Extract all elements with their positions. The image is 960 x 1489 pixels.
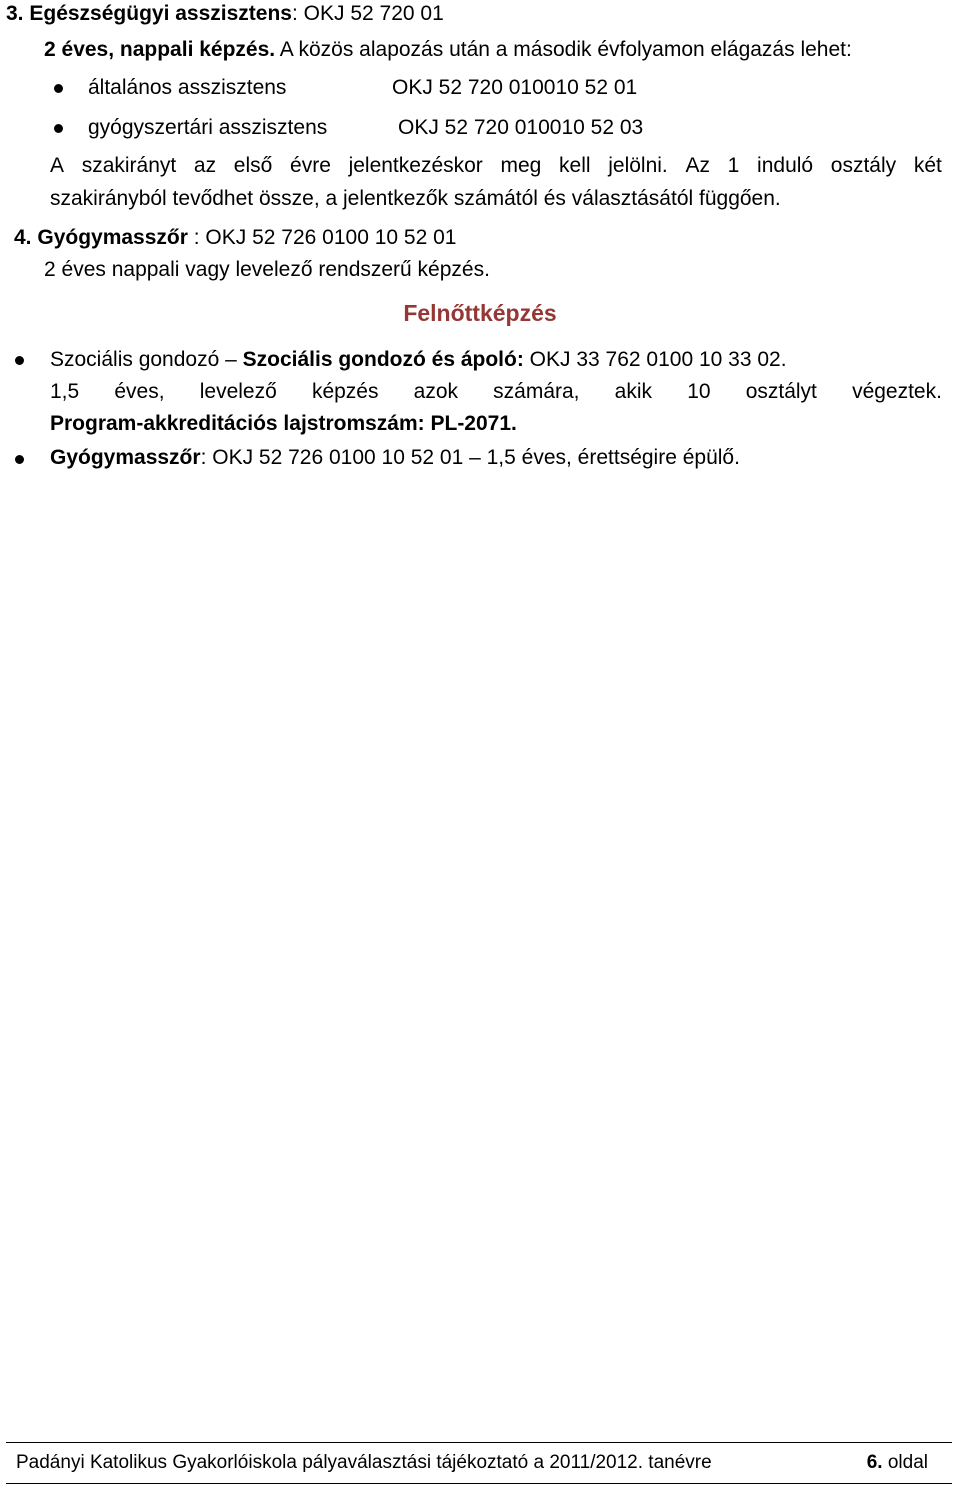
word: induló <box>757 154 814 177</box>
word: 1,5 <box>50 380 80 403</box>
adult-item1-code: OKJ 33 762 0100 10 33 02. <box>523 348 787 371</box>
section3-duration-line <box>44 36 852 64</box>
page-number <box>867 1452 952 1474</box>
adult-item-1-line3 <box>50 410 517 438</box>
word: éves, <box>114 380 165 403</box>
bullet-icon <box>54 124 63 133</box>
word: azok <box>413 380 458 403</box>
section3-duration-rest: A közös alapozás után a második évfolyamon elágazás lehet: <box>275 38 852 61</box>
word: levelező <box>199 380 277 403</box>
branch-code-1 <box>392 74 637 102</box>
word: 1 <box>727 154 740 177</box>
section4-title-line <box>14 224 456 252</box>
section3-title-line <box>6 0 444 28</box>
adult-heading-text: Felnőttképzés <box>403 300 557 326</box>
word: jelölni. <box>608 154 668 177</box>
branch-name: általános asszisztens <box>88 76 287 99</box>
adult-item1-prefix: Szociális gondozó – <box>50 348 243 371</box>
section4-subtitle-text: 2 éves nappali vagy levelező rendszerű képzés. <box>44 258 490 281</box>
word: számára, <box>493 380 580 403</box>
section3-note-line2 <box>50 185 781 213</box>
adult-item-1-line1 <box>50 346 787 374</box>
section4-subtitle <box>44 256 490 284</box>
bullet-icon <box>15 455 24 464</box>
page-label: oldal <box>882 1452 928 1473</box>
branch-name: gyógyszertári asszisztens <box>88 116 328 139</box>
word: képzés <box>311 380 379 403</box>
section3-code: : OKJ 52 720 01 <box>291 2 444 25</box>
branch-item-1 <box>88 74 286 102</box>
word: szakirányt <box>81 154 177 177</box>
word: két <box>913 154 942 177</box>
adult-education-heading <box>0 298 960 328</box>
word: első <box>233 154 273 177</box>
adult-item2-rest: : OKJ 52 726 0100 10 52 01 – 1,5 éves, érettségire épülő. <box>200 446 740 469</box>
adult-item2-bold: Gyógymasszőr <box>50 446 201 469</box>
section3-number: 3. <box>6 2 24 25</box>
word: akik <box>614 380 653 403</box>
section3-title: Egészségügyi asszisztens <box>29 2 292 25</box>
word: évre <box>290 154 331 177</box>
bullet-icon <box>54 84 63 93</box>
branch-code-2 <box>398 114 643 142</box>
branch-code: OKJ 52 720 010010 52 03 <box>398 116 644 139</box>
adult-item-2 <box>50 444 740 472</box>
word: Az <box>685 154 710 177</box>
word: osztályt <box>745 380 817 403</box>
word: A <box>50 154 65 177</box>
section4-number: 4. <box>14 226 32 249</box>
word: meg <box>500 154 542 177</box>
adult-item1-bold: Szociális gondozó és ápoló: <box>242 348 524 371</box>
word: az <box>193 154 217 177</box>
section3-duration-bold: 2 éves, nappali képzés. <box>44 38 276 61</box>
section3-note-line1 <box>50 152 942 180</box>
note-text: szakirányból tevődhet össze, a jelentkezők számától és választásától függően. <box>50 187 781 210</box>
word: osztály <box>830 154 897 177</box>
accreditation-number: Program-akkreditációs lajstromszám: PL-2071. <box>50 412 517 435</box>
section4-code: : OKJ 52 726 0100 10 52 01 <box>187 226 457 249</box>
branch-item-2 <box>88 114 327 142</box>
word: kell <box>559 154 591 177</box>
page-number-value: 6. <box>866 1452 883 1473</box>
branch-code: OKJ 52 720 010010 52 01 <box>392 76 638 99</box>
adult-item-1-line2 <box>50 378 942 406</box>
word: 10 <box>687 380 711 403</box>
section4-title: Gyógymasszőr <box>37 226 188 249</box>
footer-text: Padányi Katolikus Gyakorlóiskola pályaválasztási tájékoztató a 2011/2012. tanévre <box>16 1452 712 1473</box>
word: végeztek. <box>852 380 942 403</box>
bullet-icon <box>15 356 24 365</box>
word: jelentkezéskor <box>348 154 483 177</box>
page-footer <box>6 1442 952 1484</box>
